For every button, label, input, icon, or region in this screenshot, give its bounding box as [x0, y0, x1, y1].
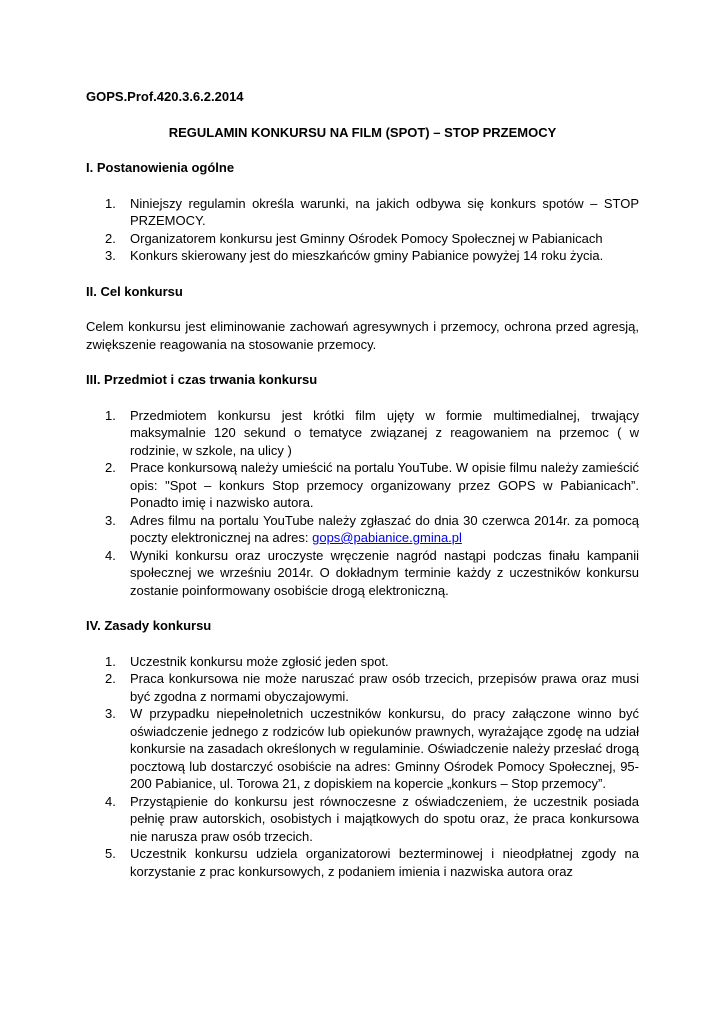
section-contest-goal: [86, 283, 639, 354]
item-number: 3.: [105, 248, 116, 263]
item-number: 3.: [105, 512, 116, 528]
list-item: [86, 793, 639, 846]
item-number: 5.: [105, 846, 116, 861]
section-heading: I. Postanowienia ogólne: [86, 160, 235, 175]
item-number: 4.: [105, 547, 116, 563]
section-subject-and-duration: [86, 371, 639, 599]
section-heading: IV. Zasady konkursu: [86, 618, 212, 633]
list-item: [86, 512, 639, 547]
item-text: Przystąpienie do konkursu jest równoczesne z oświadczeniem, że uczestnik posiada pełnię praw autorskich, osobistych i majątkowych do spotu oraz, że praca konkursowa nie narusza praw osób trzecich.: [130, 793, 639, 844]
item-number: 2.: [105, 230, 116, 246]
section-contest-rules: [86, 617, 639, 880]
list-item: [86, 247, 639, 265]
list-item: [86, 845, 639, 880]
list-item: [86, 547, 639, 600]
numbered-list: [86, 407, 639, 600]
list-item: [86, 195, 639, 230]
item-number: 4.: [105, 793, 116, 809]
list-item: [86, 407, 639, 460]
numbered-list: [86, 195, 639, 265]
item-number: 1.: [105, 653, 116, 669]
item-text: Praca konkursowa nie może naruszać praw osób trzecich, przepisów prawa oraz musi być zgodna z normami obyczajowymi.: [130, 671, 639, 704]
item-text: Prace konkursową należy umieścić na portalu YouTube. W opisie filmu należy zamieścić opis: "Spot – konkurs Stop przemocy organizowany przez GOPS w Pabianicach”. Ponadto imię i nazwisko autora.: [130, 460, 639, 510]
section-paragraph: Celem konkursu jest eliminowanie zachowań agresywnych i przemocy, ochrona przed agresją, zwiększenie reagowania na stosowanie przemocy.: [86, 319, 639, 352]
item-text: Organizatorem konkursu jest Gminny Ośrodek Pomocy Społecznej w Pabianicach: [130, 230, 603, 246]
item-text: Przedmiotem konkursu jest krótki film ujęty w formie multimedialnej, trwający maksymalnie 120 sekund o tematyce związanej z reagowaniem na przemoc ( w rodzinie, w szkole, na ulicy ): [130, 407, 639, 458]
list-item: [86, 230, 639, 248]
list-item: [86, 705, 639, 793]
email-link[interactable]: gops@pabianice.gmina.pl: [312, 530, 462, 545]
item-text: Uczestnik konkursu może zgłosić jeden spot.: [130, 653, 389, 669]
item-text: Niniejszy regulamin określa warunki, na jakich odbywa się konkurs spotów – STOP PRZEMOCY.: [130, 195, 639, 228]
item-text: Konkurs skierowany jest do mieszkańców gminy Pabianice powyżej 14 roku życia.: [130, 248, 604, 263]
item-number: 3.: [105, 706, 116, 721]
list-item: [86, 653, 639, 671]
section-heading: II. Cel konkursu: [86, 283, 183, 299]
list-item: [86, 459, 639, 512]
section-general-provisions: [86, 159, 639, 265]
item-text: Wyniki konkursu oraz uroczyste wręczenie nagród nastąpi podczas finału kampanii społecznej we wrześniu 2014r. O dokładnym terminie każdy z uczestników konkursu zostanie poinformowany osobiście drogą elektroniczną.: [130, 547, 639, 598]
item-number: 2.: [105, 671, 116, 686]
list-item: [86, 670, 639, 705]
item-text: Adres filmu na portalu YouTube należy zgłaszać do dnia 30 czerwca 2014r. za pomocą poczty elektronicznej na adres:: [130, 512, 639, 545]
item-text: Uczestnik konkursu udziela organizatorowi bezterminowej i nieodpłatnej zgody na korzystanie z prac konkursowych, z podaniem imienia i nazwiska autora oraz: [130, 846, 639, 879]
section-heading: III. Przedmiot i czas trwania konkursu: [86, 372, 318, 387]
item-number: 1.: [105, 195, 116, 211]
item-text: W przypadku niepełnoletnich uczestników konkursu, do pracy załączone winno być oświadczenie jednego z rodziców lub opiekunów prawnych, wyrażające zgodę na udział konkursie na zasadach określonych w regulaminie. Oświadczenie należy przesłać drogą pocztową lub dostarczyć osobiście na adres: Gminny Ośrodek Pomocy Społecznej, 95-200 Pabianice, ul. Torowa 21, z dopiskiem na kopercie „konkurs – Stop przemocy”.: [130, 706, 639, 791]
item-number: 1.: [105, 407, 116, 423]
numbered-list: [86, 653, 639, 881]
document-reference: GOPS.Prof.420.3.6.2.2014: [86, 89, 244, 104]
document-page: [86, 88, 639, 898]
document-title: REGULAMIN KONKURSU NA FILM (SPOT) – STOP PRZEMOCY: [168, 124, 557, 140]
item-number: 2.: [105, 460, 116, 475]
